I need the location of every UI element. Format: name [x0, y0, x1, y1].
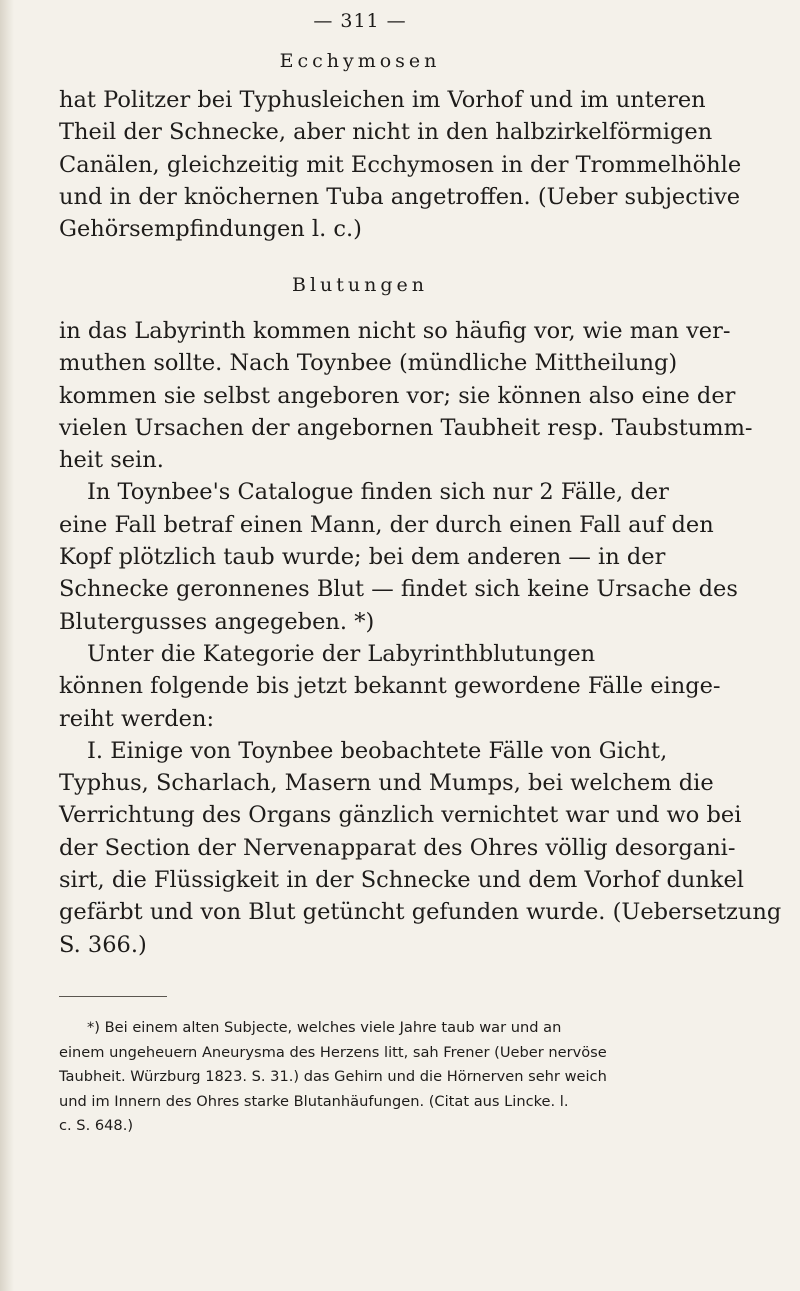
text-line: können folgende bis jetzt bekannt gewordene Fälle einge-: [59, 673, 721, 700]
text-line: S. 366.): [59, 931, 147, 958]
page-number: — 311 —: [313, 10, 407, 32]
text-line: Typhus, Scharlach, Masern und Mumps, bei welchem die: [59, 770, 714, 797]
text-line: Blutergusses angegeben. *): [59, 608, 375, 635]
text-line: sirt, die Flüssigkeit in der Schnecke und dem Vorhof dunkel: [59, 867, 744, 894]
footnote-line: *) Bei einem alten Subjecte, welches viele Jahre taub war und an: [87, 1019, 562, 1036]
text-line: Canälen, gleichzeitig mit Ecchymosen in der Trommelhöhle: [59, 151, 742, 178]
paragraph-ecchymosen: [59, 84, 742, 245]
text-line: gefärbt und von Blut getüncht gefunden wurde. (Uebersetzung: [59, 899, 782, 926]
footnote-line: c. S. 648.): [59, 1117, 134, 1134]
text-line: Unter die Kategorie der Labyrinthblutungen: [87, 640, 596, 667]
text-line: muthen sollte. Nach Toynbee (mündliche Mittheilung): [59, 350, 678, 377]
text-line: in das Labyrinth kommen nicht so häufig vor, wie man ver-: [59, 318, 731, 344]
footnote-line: Taubheit. Würzburg 1823. S. 31.) das Gehirn und die Hörnerven sehr weich: [59, 1068, 607, 1085]
text-line: Kopf plötzlich taub wurde; bei dem anderen — in der: [59, 544, 666, 571]
text-line: I. Einige von Toynbee beobachtete Fälle von Gicht,: [87, 737, 668, 764]
text-line: heit sein.: [59, 447, 164, 474]
text-line: Gehörsempfindungen l. c.): [59, 216, 362, 243]
footnote-line: einem ungeheuern Aneurysma des Herzens litt, sah Frener (Ueber nervöse: [59, 1043, 607, 1061]
text-line: Verrichtung des Organs gänzlich vernichtet war und wo bei: [59, 802, 742, 829]
text-line: Schnecke geronnenes Blut — findet sich keine Ursache des: [59, 576, 738, 603]
text-line: In Toynbee's Catalogue finden sich nur 2 Fälle, der: [87, 479, 669, 506]
footnote-rule: [59, 996, 167, 997]
text-line: reiht werden:: [59, 705, 215, 732]
section-heading-blutungen: Blutungen: [291, 274, 429, 296]
text-line: Theil der Schnecke, aber nicht in den halbzirkelförmigen: [59, 119, 713, 146]
text-line: und in der knöchernen Tuba angetroffen. (Ueber subjective: [59, 183, 741, 210]
footnote: [59, 1016, 679, 1139]
section-heading-ecchymosen: Ecchymosen: [279, 50, 441, 72]
paragraph-blutungen: [59, 315, 782, 961]
text-line: hat Politzer bei Typhusleichen im Vorhof und im unteren: [59, 87, 706, 113]
footnote-line: und im Innern des Ohres starke Blutanhäufungen. (Citat aus Lincke. l.: [59, 1092, 569, 1110]
text-line: der Section der Nervenapparat des Ohres völlig desorgani-: [59, 834, 736, 861]
text-line: kommen sie selbst angeboren vor; sie können also eine der: [59, 382, 736, 409]
text-line: eine Fall betraf einen Mann, der durch einen Fall auf den: [59, 511, 714, 538]
text-line: vielen Ursachen der angebornen Taubheit resp. Taubstumm-: [59, 414, 753, 441]
